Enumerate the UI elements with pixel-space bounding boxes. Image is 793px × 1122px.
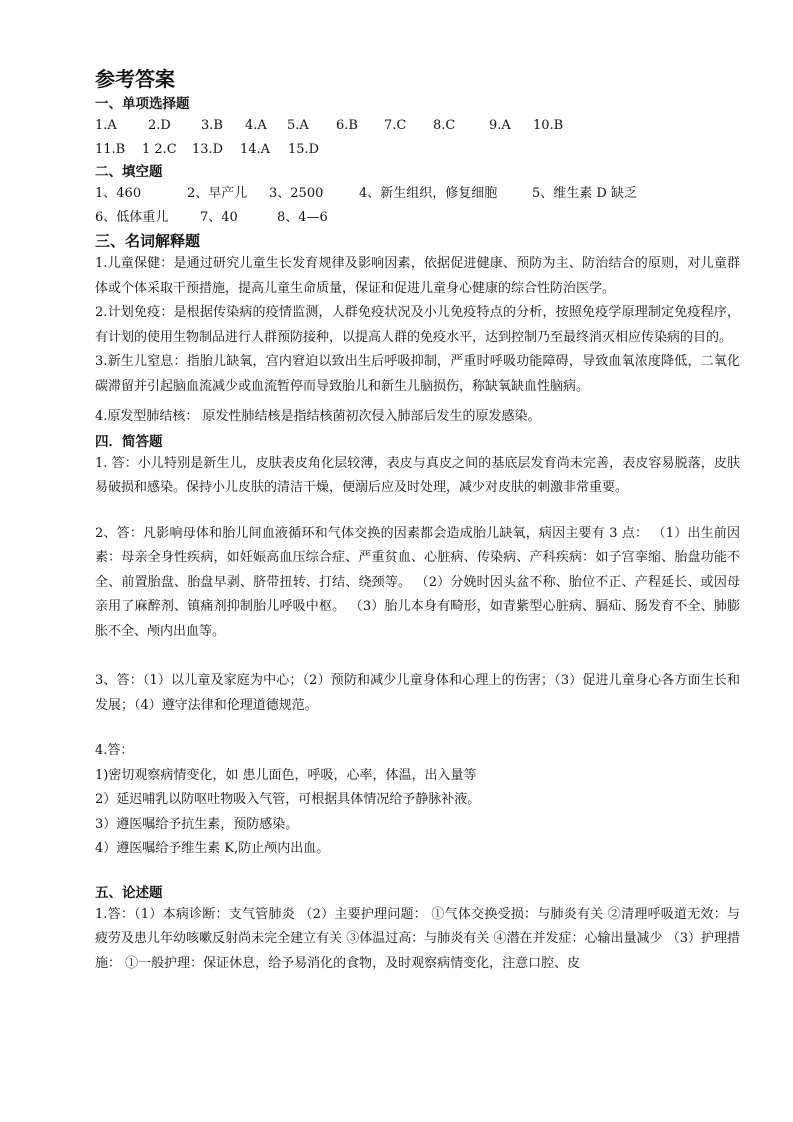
answer-item: 5、维生素 D 缺乏 xyxy=(532,186,637,201)
essay-answer-1: 1.答：（1）本病诊断：支气管肺炎 （2）主要护理问题： ①气体交换受损：与肺炎有关 ②清理呼吸道无效：与疲劳及患儿年幼咳嗽反射尚未完全建立有关 ③体温过高：与肺炎有关 ④潜在并发症：心输出量减少 （3）护理措施： ①一般护理：保证休息，给予易消化的食物，及时观察病情变化，注意口腔、皮 xyxy=(95,906,740,971)
answer-item: 13.D xyxy=(192,142,224,157)
short-answer-3: 3、答：（1）以儿童及家庭为中心；（2）预防和减少儿童身体和心理上的伤害；（3）促进儿童身心各方面生长和发展；（4）遵守法律和伦理道德规范。 xyxy=(95,673,740,713)
answer-item: 1、460 xyxy=(95,186,142,201)
page-title: 参考答案 xyxy=(95,67,175,91)
answer-item: 2、早产儿 xyxy=(187,186,248,201)
short-answer-4-item: 4）遵医嘱给予维生素 K,防止颅内出血。 xyxy=(95,841,330,856)
answer-item: 1 2.C xyxy=(142,142,177,157)
answer-item: 8.C xyxy=(433,118,456,133)
section-heading-fill-blank: 二、填空题 xyxy=(95,164,163,180)
answer-item: 9.A xyxy=(489,118,511,133)
answer-item: 10.B xyxy=(533,118,564,133)
answer-row xyxy=(95,114,740,138)
term-definition: 3.新生儿窒息：指胎儿缺氧，宫内窘迫以致出生后呼吸抑制，严重时呼吸功能障碍，导致血氧浓度降低，二氧化碳滞留并引起脑血流减少或血流暂停而导致胎儿和新生儿脑损伤，称缺氧缺血性脑病。 xyxy=(95,354,740,394)
term-definition: 1.儿童保健：是通过研究儿童生长发育规律及影响因素，依据促进健康、预防为主、防治结合的原则，对儿童群体或个体采取干预措施，提高儿童生命质量，保证和促进儿童身心健康的综合性防治医学。 xyxy=(95,256,740,296)
answer-item: 4.A xyxy=(245,118,267,133)
answer-item: 4、新生组织，修复细胞 xyxy=(359,186,498,201)
answer-item: 3、2500 xyxy=(269,186,324,201)
short-answer-4-item: 1)密切观察病情变化，如 患儿面色，呼吸，心率，体温，出入量等 xyxy=(95,767,477,783)
answer-item: 6、低体重儿 xyxy=(95,210,169,225)
answer-item: 7、40 xyxy=(200,210,238,225)
answer-item: 5.A xyxy=(287,118,309,133)
short-answer-4-item: 3）遵医嘱给予抗生素，预防感染。 xyxy=(95,816,299,832)
answer-row xyxy=(95,138,740,162)
section-heading-terms: 三、名词解释题 xyxy=(95,232,201,250)
answer-item: 3.B xyxy=(201,118,223,133)
section-heading-essay: 五、论述题 xyxy=(95,884,163,901)
term-definition: 4.原发型肺结核： 原发性肺结核是指结核菌初次侵入肺部后发生的原发感染。 xyxy=(95,409,541,424)
section-heading-single-choice: 一、单项选择题 xyxy=(95,96,190,112)
short-answer-2: 2、答：凡影响母体和胎儿间血液循环和气体交换的因素都会造成胎儿缺氧，病因主要有 3 点： （1）出生前因素：母亲全身性疾病，如妊娠高血压综合症、严重贫血、心脏病、传染病、产科疾病：如子宫挛缩、胎盘功能不全、前置胎盘、胎盘早剥、脐带扭转、打结、绕颈等。 （2）分娩时因头盆不称、胎位不正、产程延长、或因母亲用了麻醉剂、镇痛剂抑制胎儿呼吸中枢。 （3）胎儿本身有畸形，如青紫型心脏病、膈疝、肠发育不全、肺膨胀不全、颅内出血等。 xyxy=(95,525,740,639)
answer-item: 14.A xyxy=(240,142,271,157)
document-page xyxy=(95,66,740,976)
term-definition: 2.计划免疫：是根据传染病的疫情监测，人群免疫状况及小儿免疫特点的分析，按照免疫学原理制定免疫程序，有计划的使用生物制品进行人群预防接种，以提高人群的免疫水平，达到控制乃至最终消灭相应传染病的目的。 xyxy=(95,305,740,345)
section-heading-short-answer: 四．简答题 xyxy=(95,433,163,450)
answer-item: 15.D xyxy=(288,142,320,157)
short-answer-4-head: 4.答： xyxy=(95,743,134,758)
answer-item: 2.D xyxy=(148,118,171,133)
answer-item: 7.C xyxy=(384,118,407,133)
answer-item: 8、4—6 xyxy=(277,210,328,225)
answer-item: 1.A xyxy=(95,118,117,133)
answer-row xyxy=(95,182,740,206)
answer-item: 6.B xyxy=(336,118,358,133)
short-answer-1: 1. 答：小儿特别是新生儿，皮肤表皮角化层较薄，表皮与真皮之间的基底层发育尚未完善，表皮容易脱落，皮肤易破损和感染。保持小儿皮肤的清洁干燥，便溺后应及时处理，减少对皮肤的刺激非常重要。 xyxy=(95,455,740,495)
answer-item: 11.B xyxy=(95,142,126,157)
short-answer-4-item: 2）延迟哺乳以防呕吐物吸入气管，可根据具体情况给予静脉补液。 xyxy=(95,792,481,807)
answer-row xyxy=(95,206,740,230)
